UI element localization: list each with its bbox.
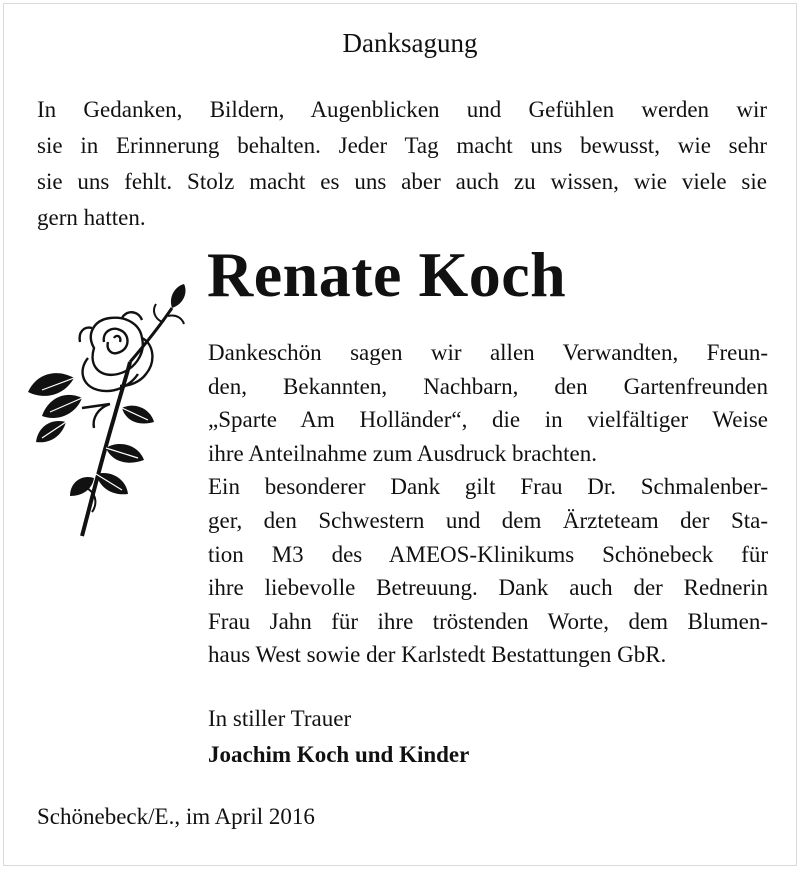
signature: Joachim Koch und Kinder — [208, 742, 470, 767]
body-line: tion M3 des AMEOS-Klinikums Schönebeck für — [208, 541, 768, 567]
deceased-name: Renate Koch — [207, 239, 567, 310]
intro-line: In Gedanken, Bildern, Augenblicken und Gefühlen werden wir — [37, 97, 767, 122]
mourning-line: In stiller Trauer — [208, 706, 352, 731]
place-date: Schönebeck/E., im April 2016 — [37, 804, 315, 829]
rose-icon — [22, 278, 197, 540]
body-line: ger, den Schwestern und dem Ärzteteam der Sta- — [208, 507, 768, 533]
intro-line: gern hatten. — [37, 205, 146, 230]
body-line: Frau Jahn für ihre tröstenden Worte, dem Blumen- — [208, 608, 768, 634]
body-line: ihre liebevolle Betreuung. Dank auch der Rednerin — [208, 575, 768, 601]
intro-line: sie in Erinnerung behalten. Jeder Tag macht uns bewusst, wie sehr — [37, 133, 767, 158]
body-line: „Sparte Am Holländer“, die in vielfältiger Weise — [208, 407, 768, 433]
intro-line: sie uns fehlt. Stolz macht es uns aber auch zu wissen, wie viele sie — [37, 169, 767, 194]
body-line: ihre Anteilnahme zum Ausdruck brachten. — [208, 440, 597, 466]
body-line: Ein besonderer Dank gilt Frau Dr. Schmalenber- — [208, 474, 768, 500]
thanks-paragraph — [208, 336, 768, 672]
body-line: haus West sowie der Karlstedt Bestattungen GbR. — [208, 642, 667, 668]
notice-heading: Danksagung — [342, 28, 478, 58]
intro-paragraph — [37, 92, 767, 236]
body-line: den, Bekannten, Nachbarn, den Gartenfreunden — [208, 373, 768, 399]
body-line: Dankeschön sagen wir allen Verwandten, Freun- — [208, 340, 768, 365]
